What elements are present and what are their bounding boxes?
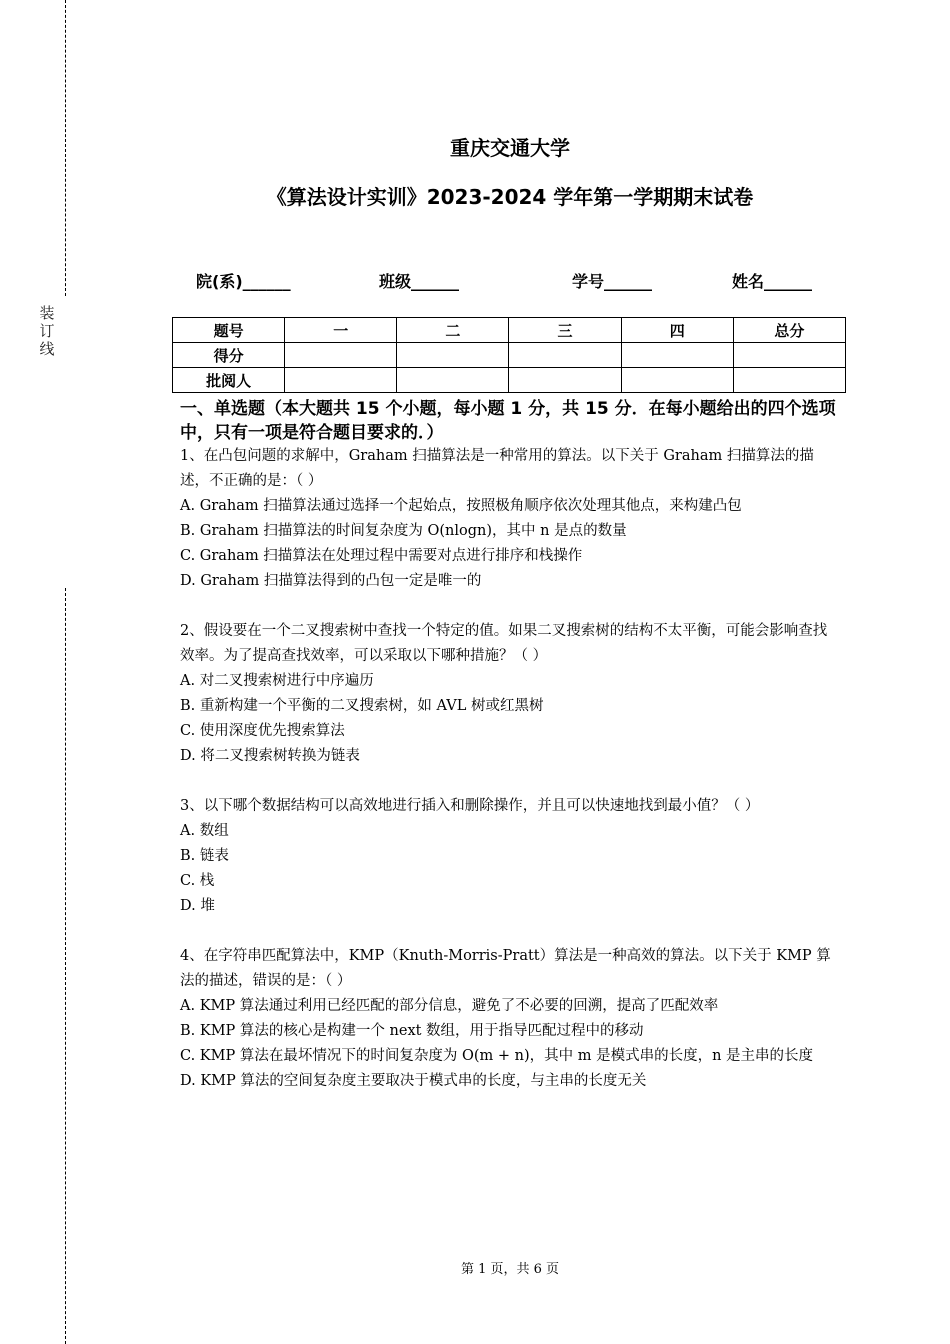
score-cell (621, 343, 733, 368)
option-a: A. 对二叉搜索树进行中序遍历 (180, 673, 374, 689)
option-a: A. KMP 算法通过利用已经匹配的部分信息，避免了不必要的回溯，提高了匹配效率 (180, 998, 719, 1014)
question-stem: 1、在凸包问题的求解中，Graham 扫描算法是一种常用的算法。以下关于 Graham 扫描算法的描述，不正确的是：（ ） (180, 448, 814, 489)
name-field: 姓名______ (732, 272, 813, 291)
question-stem: 3、以下哪个数据结构可以高效地进行插入和删除操作，并且可以快速地找到最小值？（ ） (180, 798, 760, 814)
option-c: C. KMP 算法在最坏情况下的时间复杂度为 O(m + n)，其中 m 是模式串的长度，n 是主串的长度 (180, 1048, 814, 1064)
question-3 (180, 794, 840, 919)
option-a: A. Graham 扫描算法通过选择一个起始点，按照极角顺序依次处理其他点，来构建凸包 (180, 498, 742, 514)
score-cell (509, 343, 621, 368)
option-d: D. 堆 (180, 898, 215, 914)
option-b: B. Graham 扫描算法的时间复杂度为 O(nlogn)，其中 n 是点的数量 (180, 523, 627, 539)
exam-title: 《算法设计实训》2023-2024 学年第一学期期末试卷 (266, 185, 754, 209)
question-4 (180, 944, 840, 1094)
reviewer-cell (621, 368, 733, 393)
reviewer-cell (733, 368, 845, 393)
option-c: C. Graham 扫描算法在处理过程中需要对点进行排序和栈操作 (180, 548, 583, 564)
question-2 (180, 619, 840, 769)
score-table-header-cell: 二 (397, 318, 509, 343)
option-c: C. 使用深度优先搜索算法 (180, 723, 345, 739)
option-a: A. 数组 (180, 823, 229, 839)
option-d: D. 将二叉搜索树转换为链表 (180, 748, 360, 764)
section-title: 一、单选题（本大题共 15 个小题，每小题 1 分，共 15 分．在每小题给出的四个选项中，只有一项是符合题目要求的．） (180, 399, 836, 443)
score-cell (397, 343, 509, 368)
score-row-label: 得分 (173, 343, 285, 368)
reviewer-cell (397, 368, 509, 393)
class-field: 班级______ (379, 272, 460, 291)
option-b: B. 链表 (180, 848, 229, 864)
university-title: 重庆交通大学 (450, 136, 570, 160)
option-b: B. KMP 算法的核心是构建一个 next 数组，用于指导匹配过程中的移动 (180, 1023, 644, 1039)
question-stem: 2、假设要在一个二叉搜索树中查找一个特定的值。如果二叉搜索树的结构不太平衡，可能会影响查找效率。为了提高查找效率，可以采取以下哪种措施？（ ） (180, 623, 828, 664)
score-table-header-cell: 题号 (173, 318, 285, 343)
score-table (172, 317, 846, 393)
department-field: 院(系)______ (196, 272, 291, 291)
option-d: D. KMP 算法的空间复杂度主要取决于模式串的长度，与主串的长度无关 (180, 1073, 647, 1089)
binding-line-bottom (65, 588, 66, 1344)
score-cell (285, 343, 397, 368)
reviewer-cell (285, 368, 397, 393)
question-stem: 4、在字符串匹配算法中，KMP（Knuth-Morris-Pratt）算法是一种高效的算法。以下关于 KMP 算法的描述，错误的是：（ ） (180, 948, 831, 989)
option-d: D. Graham 扫描算法得到的凸包一定是唯一的 (180, 573, 482, 589)
score-table-header-cell: 总分 (733, 318, 845, 343)
score-table-header-row (173, 318, 846, 343)
reviewer-cell (509, 368, 621, 393)
question-1 (180, 444, 840, 594)
student-id-field: 学号______ (572, 272, 653, 291)
option-b: B. 重新构建一个平衡的二叉搜索树，如 AVL 树或红黑树 (180, 698, 544, 714)
binding-label: 装订线 (39, 304, 55, 358)
score-table-header-cell: 一 (285, 318, 397, 343)
score-cell (733, 343, 845, 368)
score-row (173, 343, 846, 368)
reviewer-row-label: 批阅人 (173, 368, 285, 393)
score-table-header-cell: 四 (621, 318, 733, 343)
page-footer: 第 1 页，共 6 页 (460, 1262, 560, 1277)
question-list (180, 444, 840, 1119)
option-c: C. 栈 (180, 873, 215, 889)
score-table-header-cell: 三 (509, 318, 621, 343)
reviewer-row (173, 368, 846, 393)
